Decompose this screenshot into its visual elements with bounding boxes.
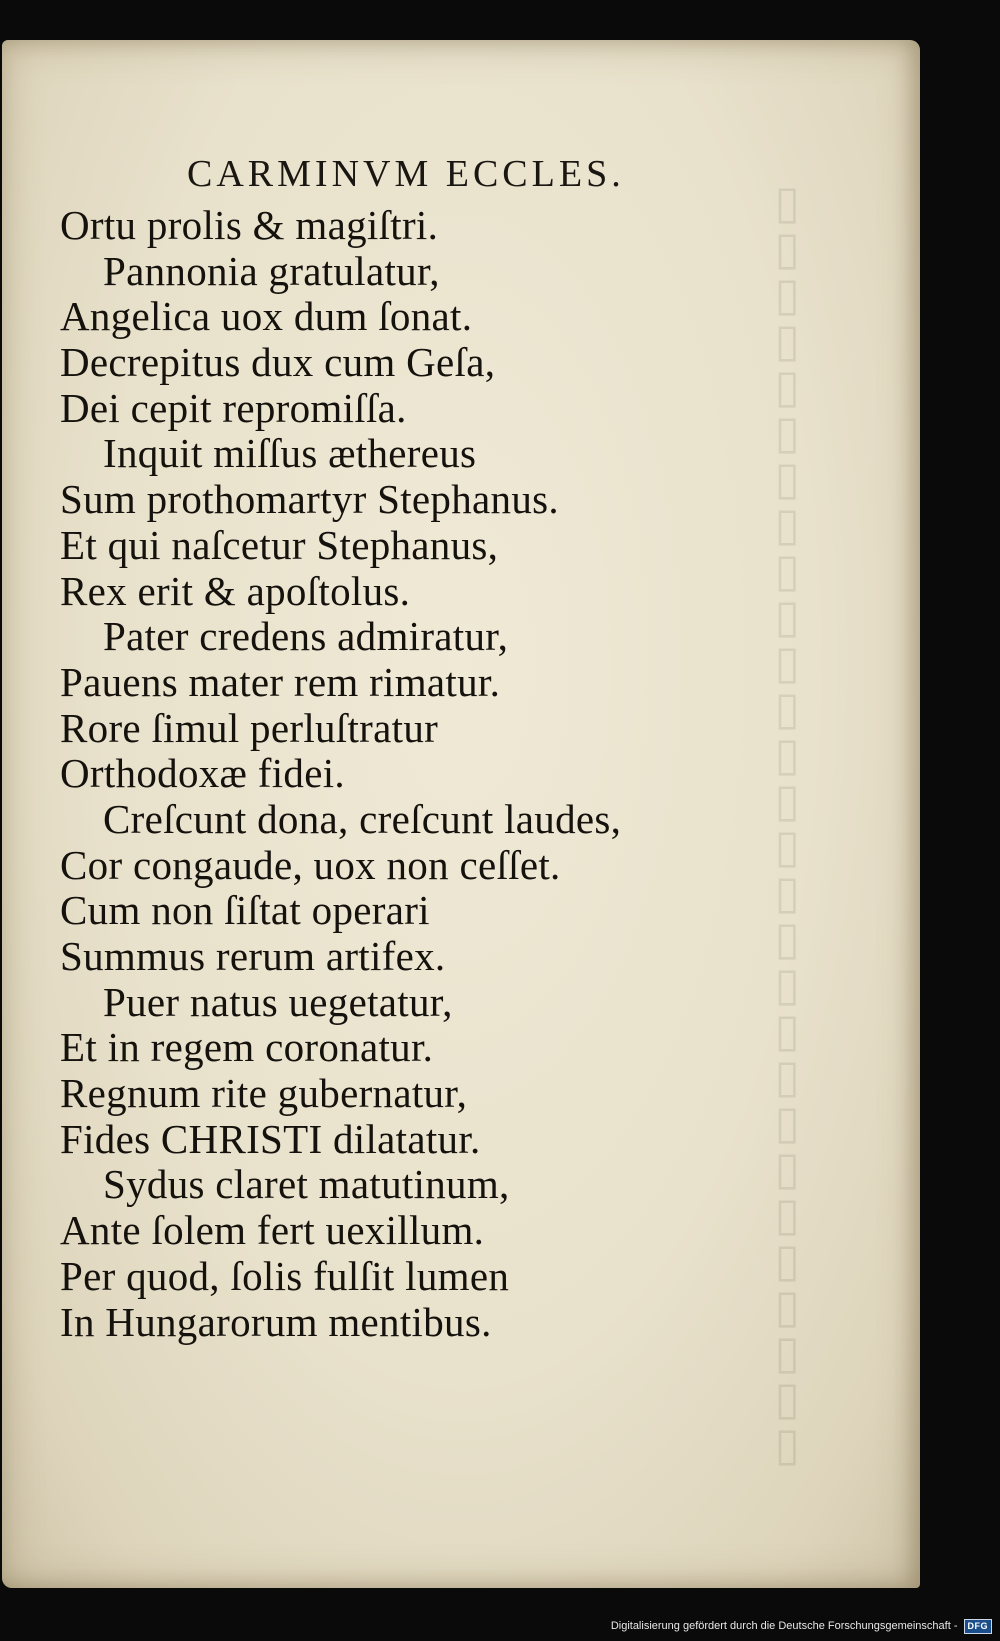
verse-line: Per quod, ſolis fulſit lumen [60, 1252, 510, 1299]
verse-line: Pannonia gratulatur, [103, 247, 440, 294]
verse-line: Ortu prolis & magiſtri. [60, 202, 439, 248]
verse-line: Cum non ſiſtat operari [60, 887, 430, 934]
book-page [2, 40, 920, 1588]
funding-note: Digitalisierung gefördert durch die Deutsche Forschungsgemeinschaft - [610, 1620, 958, 1632]
verse-line: Orthodoxæ fidei. [60, 750, 345, 797]
verse-line: Rex erit & apoſtolus. [60, 567, 411, 614]
verse-line: Et qui naſcetur Stephanus, [60, 521, 499, 568]
verse-line: Sum prothomartyr Stephanus. [60, 476, 559, 523]
verse-line: Rore ſimul perluſtratur [60, 704, 439, 751]
verse-line: Inquit miſſus æthereus [103, 430, 477, 477]
verse-line: Pauens mater rem rimatur. [60, 658, 501, 705]
verse-line: Angelica uox dum ſonat. [60, 293, 473, 340]
running-title: CARMINVM ECCLES. [187, 153, 625, 195]
verse-line: Summus rerum artifex. [60, 933, 446, 979]
verse-line: Et in regem coronatur. [60, 1024, 434, 1071]
verse-line: In Hungarorum mentibus. [60, 1298, 492, 1345]
verse-text [60, 203, 621, 1345]
show-through-texture: ▯ ▯ ▯ ▯ ▯ ▯ ▯ ▯ ▯ ▯ ▯ ▯ ▯ ▯ ▯ ▯ ▯ ▯ ▯ ▯ ▯ ▯ ▯ ▯ ▯ ▯ ▯ ▯ [774, 180, 800, 1470]
verse-line: Puer natus uegetatur, [103, 978, 453, 1025]
verse-line: Cor congaude, uox non ceſſet. [60, 841, 561, 888]
dfg-logo-icon: DFG [964, 1619, 993, 1634]
verse-line: Fides CHRISTI dilatatur. [60, 1115, 481, 1162]
verse-line: Dei cepit repromiſſa. [60, 384, 407, 431]
verse-line: Creſcunt dona, creſcunt laudes, [103, 795, 622, 842]
digitization-footer [611, 1617, 992, 1635]
verse-line: Ante ſolem fert uexillum. [60, 1207, 485, 1254]
verse-line: Regnum rite gubernatur, [60, 1070, 468, 1117]
verse-line: Decrepitus dux cum Geſa, [60, 339, 496, 386]
verse-line: Pater credens admiratur, [103, 613, 509, 660]
verse-line: Sydus claret matutinum, [103, 1161, 510, 1208]
